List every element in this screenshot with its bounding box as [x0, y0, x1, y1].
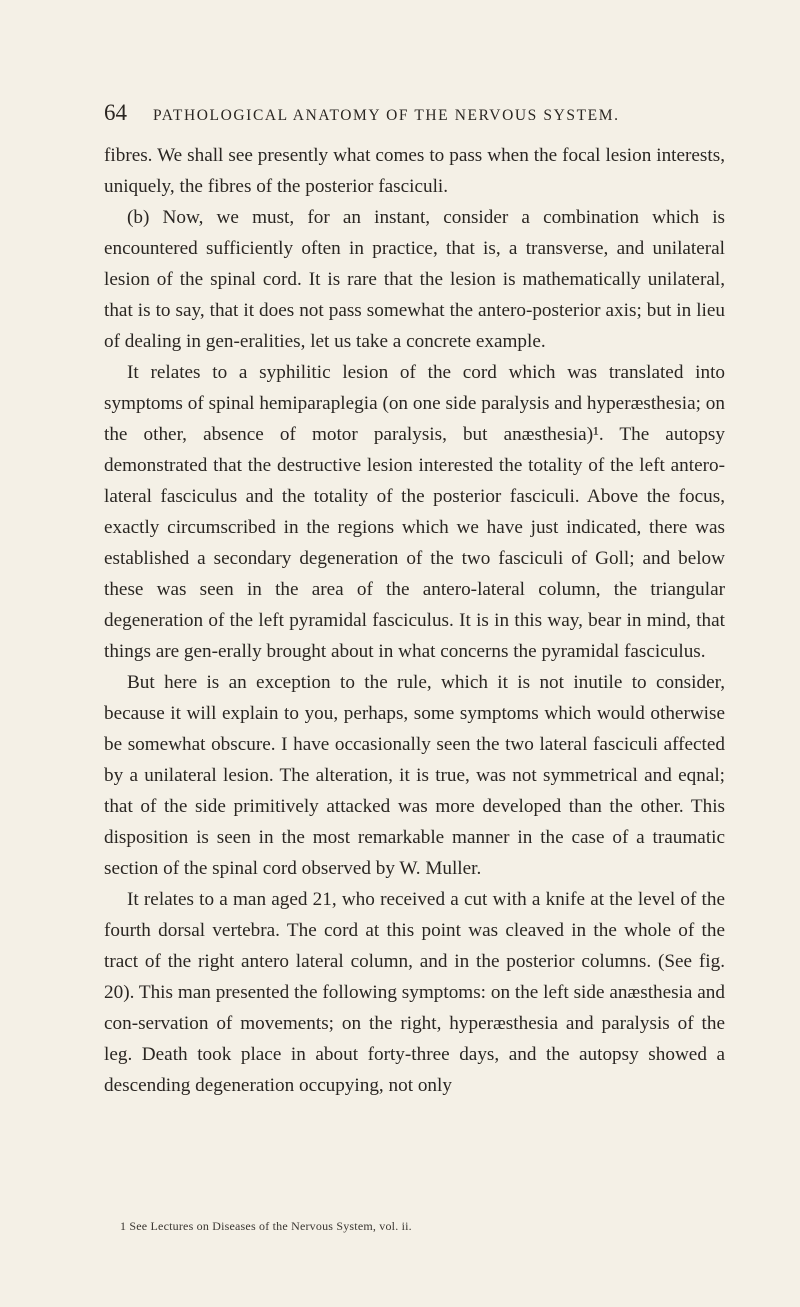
page-header [104, 100, 724, 130]
paragraph: It relates to a man aged 21, who received a cut with a knife at the level of the fourth dorsal vertebra. The cord at this point was cleaved in the whole of the tract of the right antero lateral column, and in the posterior columns. (See fig. 20). This man presented the following symptoms: on the left side anæsthesia and con-servation of movements; on the right, hyperæsthesia and paralysis of the leg. Death took place in about forty-three days, and the autopsy showed a descending degeneration occupying, not only [104, 889, 725, 1096]
paragraph: It relates to a syphilitic lesion of the cord which was translated into symptoms of spinal hemiparaplegia (on one side paralysis and hyperæsthesia; on the other, absence of motor paralysis, but anæsthesia)¹. The autopsy demonstrated that the destructive lesion interested the totality of the left antero-lateral fasciculus and the totality of the posterior fasciculi. Above the focus, exactly circumscribed in the regions which we have just indicated, there was established a secondary degeneration of the two fasciculi of Goll; and below these was seen in the area of the antero-lateral column, the triangular degeneration of the left pyramidal fasciculus. It is in this way, bear in mind, that things are gen-erally brought about in what concerns the pyramidal fasciculus. [104, 362, 725, 662]
page-number: 64 [104, 100, 127, 125]
footnote: 1 See Lectures on Diseases of the Nervous System, vol. ii. [120, 1219, 412, 1233]
paragraph: fibres. We shall see presently what comes to pass when the focal lesion interests, uniquely, the fibres of the posterior fasciculi. [104, 145, 725, 197]
paragraph: (b) Now, we must, for an instant, consider a combination which is encountered sufficiently often in practice, that is, a transverse, and unilateral lesion of the spinal cord. It is rare that the lesion is mathematically unilateral, that is to say, that it does not pass somewhat the antero-posterior axis; but in lieu of dealing in gen-eralities, let us take a concrete example. [104, 207, 725, 352]
running-title: PATHOLOGICAL ANATOMY OF THE NERVOUS SYSTEM. [153, 107, 620, 124]
body-text [104, 140, 725, 1101]
paragraph: But here is an exception to the rule, which it is not inutile to consider, because it will explain to you, perhaps, some symptoms which would otherwise be somewhat obscure. I have occasionally seen the two lateral fasciculi affected by a unilateral lesion. The alteration, it is true, was not symmetrical and eqnal; that of the side primitively attacked was more developed than the other. This disposition is seen in the most remarkable manner in the case of a traumatic section of the spinal cord observed by W. Muller. [104, 672, 725, 879]
